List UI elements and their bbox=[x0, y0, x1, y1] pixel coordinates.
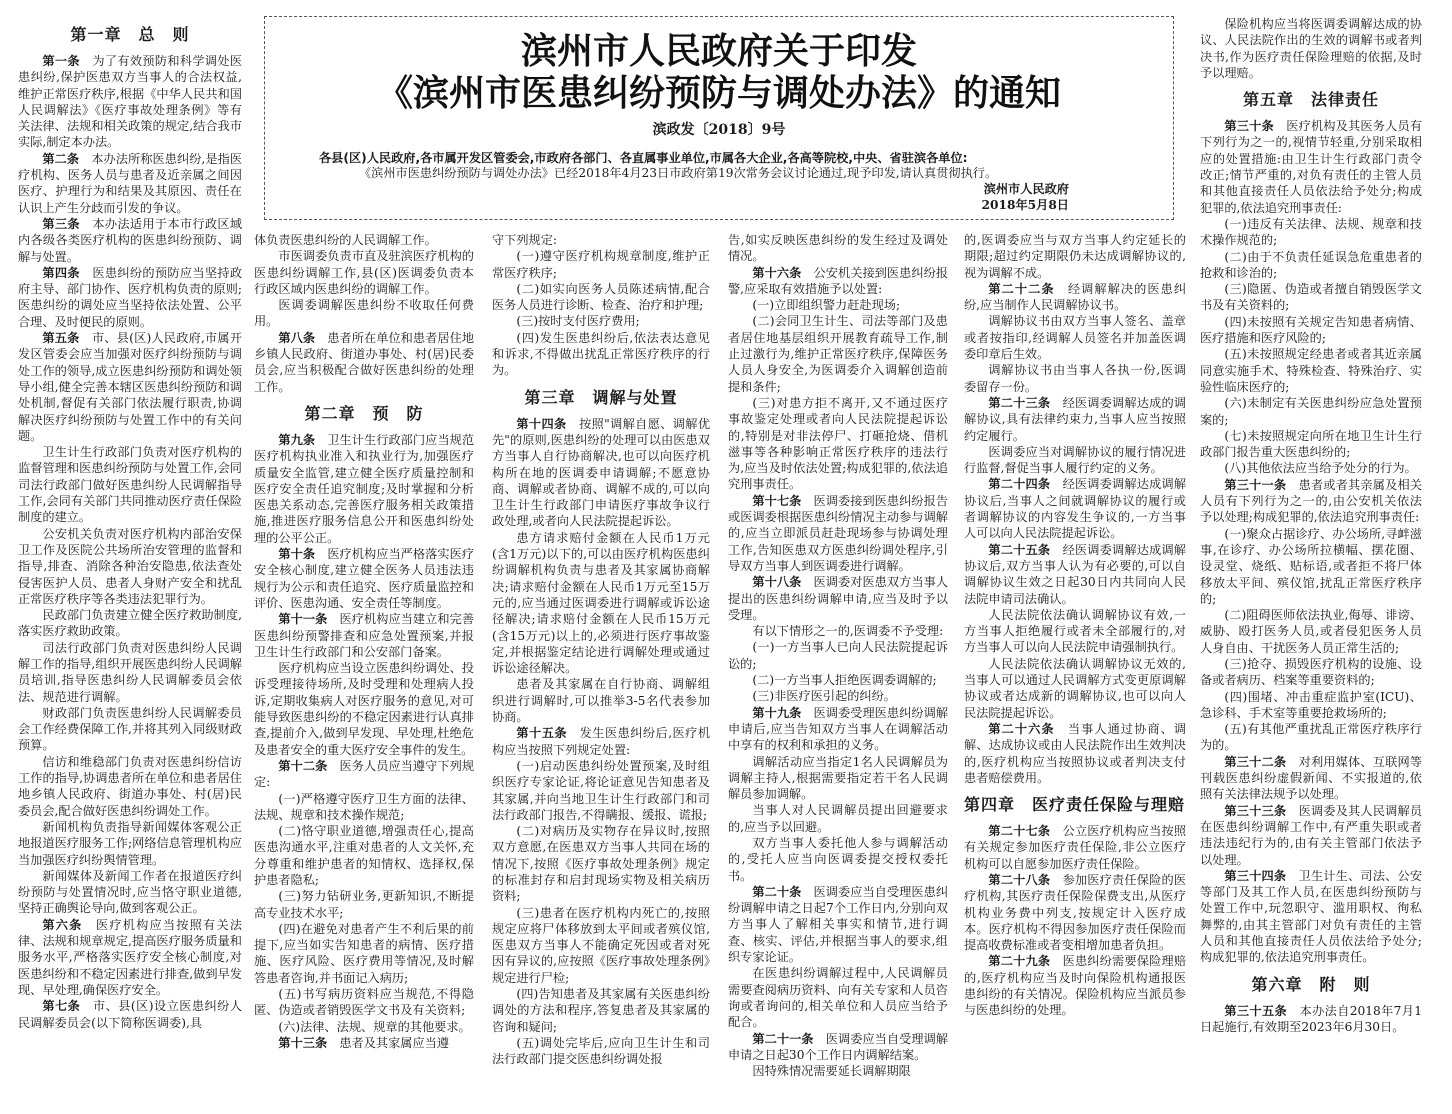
article-text: (四)未按照有关规定告知患者病情、医疗措施和医疗风险的; bbox=[1200, 314, 1422, 346]
article-text: 医调委应当自受理医患纠纷调解申请之日起7个工作日内,分别向双方当事人了解相关事实和情节,进行调查、核实、评估,并根据当事人的要求,组织专家论证。 bbox=[728, 884, 948, 965]
article-text: 经医调委调解达成调解协议后,当事人之间就调解协议的履行或者调解协议的内容发生争议的,一方当事人可以向人民法院提起诉讼。 bbox=[964, 477, 1186, 541]
article-paragraph bbox=[1200, 216, 1422, 249]
article-paragraph bbox=[964, 313, 1186, 362]
article-text: (三)对患方拒不离开,又不通过医疗事故鉴定处理或者向人民法院提起诉讼的,特别是对非法停尸、打砸抢烧、借机滋事等各种影响正常医疗秩序的违法行为,应当及时依法处置;构成犯罪的,依法追究刑事责任。 bbox=[728, 395, 948, 492]
article-text: 保险机构应当将医调委调解达成的协议、人民法院作出的生效的调解书或者判决书,作为医疗责任保险理赔的依据,及时予以理赔。 bbox=[1200, 17, 1422, 80]
article-paragraph bbox=[492, 416, 710, 530]
article-paragraph bbox=[1200, 395, 1422, 428]
article-paragraph bbox=[254, 546, 474, 611]
article-text: 患者及其家属在自行协商、调解组织进行调解时,可以推举3-5名代表参加协商。 bbox=[492, 677, 710, 725]
article-paragraph bbox=[964, 232, 1186, 281]
article-text: 经医调委调解达成的调解协议,具有法律约束力,当事人应当按照约定履行。 bbox=[964, 395, 1186, 443]
article-label: 第二十八条 bbox=[988, 872, 1051, 887]
article-label: 第十五条 bbox=[516, 726, 567, 741]
chapter-3-heading: 第三章 调解与处置 bbox=[524, 387, 678, 407]
article-paragraph bbox=[1200, 16, 1422, 81]
article-text: 本办法自2018年7月1日起施行,有效期至2023年6月30日。 bbox=[1200, 1003, 1422, 1034]
article-paragraph bbox=[492, 758, 710, 823]
article-paragraph bbox=[728, 493, 948, 574]
article-label: 第三十三条 bbox=[1224, 803, 1287, 818]
article-paragraph bbox=[492, 905, 710, 986]
article-paragraph bbox=[18, 998, 242, 1031]
article-text: (一)启动医患纠纷处置预案,及时组织医疗专家论证,将论证意见告知患者及其家属,并向当地卫生计生行政部门和司法行政部门报告,不得瞒报、缓报、谎报; bbox=[492, 758, 710, 822]
article-text: (二)阻碍医师依法执业,侮辱、诽谤、威胁、殴打医务人员,或者侵犯医务人员人身自由、干扰医务人员正常生活的; bbox=[1200, 608, 1422, 655]
article-text: (三)按时支付医疗费用; bbox=[516, 314, 640, 329]
article-text: 新闻媒体及新闻工作者在报道医疗纠纷预防与处置情况时,应当恪守职业道德,坚持正确舆论导向,做到客观公正。 bbox=[18, 868, 242, 916]
article-label: 第二十四条 bbox=[988, 477, 1051, 492]
article-paragraph bbox=[728, 688, 948, 704]
article-text: (三)努力钻研业务,更新知识,不断提高专业技术水平; bbox=[254, 889, 474, 920]
article-paragraph bbox=[1200, 281, 1422, 314]
column-2 bbox=[254, 232, 474, 1108]
article-paragraph bbox=[964, 656, 1186, 721]
chapter-4-heading: 第四章 医疗责任保险与理赔 bbox=[964, 795, 1186, 815]
article-label: 第八条 bbox=[278, 330, 316, 345]
article-text: 经医调委调解达成调解协议后,双方当事人认为有必要的,可以自调解协议生效之日起30日内共同向人民法院申请司法确认。 bbox=[964, 542, 1186, 606]
article-label: 第二十五条 bbox=[988, 542, 1051, 557]
article-paragraph bbox=[18, 607, 242, 640]
article-label: 第六条 bbox=[42, 917, 83, 932]
article-paragraph bbox=[964, 607, 1186, 656]
article-text: 医调委应当自受理调解申请之日起30个工作日内调解结案。 bbox=[728, 1031, 948, 1062]
article-paragraph bbox=[18, 216, 242, 265]
article-text: 当事人对人民调解员提出回避要求的,应当予以回避。 bbox=[728, 803, 948, 834]
article-text: 医疗机构应当严格落实医疗安全核心制度,建立健全医务人员违法违规行为公示和责任追究、医疗质量监控和评价、医患沟通、安全责任等制度。 bbox=[254, 547, 474, 610]
article-text: 公安机关负责对医疗机构内部治安保卫工作及医院公共场所治安管理的监督和指导,排查、消除各种治安隐患,依法查处侵害医护人员、患者人身财产安全和扰乱正常医疗秩序等各类违法犯罪行为。 bbox=[18, 526, 242, 606]
article-paragraph bbox=[964, 823, 1186, 872]
article-text: 按照"调解自愿、调解优先"的原则,医患纠纷的处理可以由医患双方当事人自行协商解决,也可以向医疗机构所在地的医调委申请调解;不愿意协商、调解或者协商、调解不成的,可以向卫生计生行政部门申请医疗事故争议行政处理,或者向人民法院提起诉讼。 bbox=[492, 416, 710, 529]
article-paragraph bbox=[1200, 689, 1422, 722]
article-paragraph bbox=[1200, 477, 1422, 526]
article-label: 第十六条 bbox=[752, 265, 802, 280]
article-text: 告,如实反映医患纠纷的发生经过及调处情况。 bbox=[728, 233, 948, 264]
article-text: 双方当事人委托他人参与调解活动的,受托人应当向医调委提交授权委托书。 bbox=[728, 835, 948, 883]
article-text: (五)调处完毕后,应向卫生计生和司法行政部门提交医患纠纷调处报 bbox=[492, 1035, 710, 1067]
article-text: (四)在避免对患者产生不利后果的前提下,应当如实告知患者的病情、医疗措施、医疗风险、医疗费用等情况,及时解答患者咨询,并书面记入病历; bbox=[254, 921, 474, 985]
article-text: 患方请求赔付金额在人民币1万元(含1万元)以下的,可以由医疗机构医患纠纷调解机构负责与患者及其家属协商解决;请求赔付金额在人民币1万元至15万元的,应当通过医调委进行调解或诉讼途径解决;请求赔付金额在人民币15万元(含15万元)以上的,必须进行医疗事故鉴定,并根据鉴定结论进行调解处理或通过诉讼途径解决。 bbox=[492, 530, 710, 676]
article-text: 当事人通过协商、调解、达成协议或由人民法院作出生效判决的,医疗机构应当按照协议或者判决支付患者赔偿费用。 bbox=[964, 721, 1186, 785]
article-text: 患者及其家属应当遵 bbox=[339, 1035, 450, 1050]
article-text: (七)未按照规定向所在地卫生计生行政部门报告重大医患纠纷的; bbox=[1200, 428, 1422, 460]
article-paragraph bbox=[728, 835, 948, 884]
article-paragraph bbox=[18, 265, 242, 330]
article-paragraph bbox=[728, 639, 948, 672]
article-paragraph bbox=[1200, 1003, 1422, 1036]
article-label: 第三十二条 bbox=[1224, 754, 1287, 769]
article-paragraph bbox=[18, 819, 242, 868]
article-paragraph bbox=[18, 868, 242, 917]
article-paragraph bbox=[728, 574, 948, 623]
article-text: 因特殊情况需要延长调解期限 bbox=[752, 1064, 911, 1079]
recipients-line: 各县(区)人民政府,各市属开发区管委会,市政府各部门、各直属事业单位,市属各大企业,各高等院校,中央、省驻滨各单位: bbox=[319, 151, 968, 165]
chapter-2-heading: 第二章 预 防 bbox=[304, 403, 424, 423]
article-text: 医患纠纷的预防应当坚持政府主导、部门协作、医疗机构负责的原则;医患纠纷的调处应当坚持依法处置、公平合理、及时便民的原则。 bbox=[18, 265, 242, 329]
article-text: 发生医患纠纷后,医疗机构应当按照下列规定处置: bbox=[492, 726, 710, 757]
article-paragraph bbox=[964, 281, 1186, 314]
article-paragraph bbox=[964, 542, 1186, 607]
article-text: (六)法律、法规、规章的其他要求。 bbox=[278, 1019, 471, 1034]
article-text: (二)会同卫生计生、司法等部门及患者居住地基层组织开展教育疏导工作,制止过激行为,维护正常医疗秩序,保障医务人员人身安全,为医调委介入调解创造前提和条件; bbox=[728, 314, 948, 394]
article-paragraph bbox=[18, 705, 242, 754]
article-paragraph bbox=[254, 330, 474, 395]
article-text: 体负责医患纠纷的人民调解工作。 bbox=[254, 233, 437, 247]
article-text: 医调委接到医患纠纷报告或医调委根据医患纠纷情况主动参与调解的,应当立即派员赶赴现场参与协调处理工作,告知医患双方医患纠纷调处程序,引导双方当事人到医调委进行调解。 bbox=[728, 493, 948, 573]
article-text: 市、县(区)人民政府,市属开发区管委会应当加强对医疗纠纷预防与调处工作的领导,成立医患纠纷预防和调处领导小组,健全完善本辖区医患纠纷预防和调处机制,督促有关部门依法履行职责,协调解决医疗纠纷预防与处置工作中的有关问题。 bbox=[18, 331, 242, 443]
article-paragraph bbox=[254, 888, 474, 921]
article-paragraph bbox=[18, 53, 242, 151]
article-label: 第二十一条 bbox=[752, 1031, 814, 1046]
column-5-body-a bbox=[964, 232, 1186, 786]
article-paragraph bbox=[728, 705, 948, 754]
article-paragraph bbox=[1200, 118, 1422, 216]
article-paragraph bbox=[1200, 428, 1422, 461]
article-paragraph bbox=[728, 965, 948, 1030]
article-text: 市医调委负责市直及驻滨医疗机构的医患纠纷调解工作,县(区)医调委负责本行政区域内医患纠纷的调解工作。 bbox=[254, 249, 474, 296]
article-paragraph bbox=[728, 1031, 948, 1064]
article-text: (四)围堵、冲击重症监护室(ICU)、急诊科、手术室等重要抢救场所的; bbox=[1200, 689, 1422, 720]
doc-number: 滨政发〔2018〕9号 bbox=[652, 122, 786, 138]
article-paragraph bbox=[492, 313, 710, 329]
article-paragraph bbox=[492, 823, 710, 904]
chapter-5-heading: 第五章 法律责任 bbox=[1242, 90, 1379, 110]
article-text: 卫生计生、司法、公安等部门及其工作人员,在医患纠纷预防与处置工作中,玩忽职守、滥用职权、徇私舞弊的,由其主管部门对负有责任的主管人员和其他直接责任人员依法给予处分;构成犯罪的,依法追究刑事责任。 bbox=[1200, 868, 1422, 965]
article-paragraph bbox=[492, 1035, 710, 1068]
article-text: 卫生计生行政部门负责对医疗机构的监督管理和医患纠纷预防与处置工作,会同司法行政部门做好医患纠纷人民调解指导工作,会同有关部门共同推动医疗责任保险制度的建立。 bbox=[18, 445, 242, 525]
article-paragraph bbox=[254, 248, 474, 297]
article-text: (一)严格遵守医疗卫生方面的法律、法规、规章和技术操作规范; bbox=[254, 791, 474, 822]
article-text: 经调解解决的医患纠纷,应当制作人民调解协议书。 bbox=[964, 281, 1186, 313]
article-text: (四)告知患者及其家属有关医患纠纷调处的方法和程序,答复患者及其家属的咨询和疑问; bbox=[492, 987, 710, 1034]
article-text: 调解协议书由双方当事人签名、盖章或者按指印,经调解人员签名并加盖医调委印章后生效。 bbox=[964, 314, 1186, 362]
article-text: 调解协议书由当事人各执一份,医调委留存一份。 bbox=[964, 363, 1186, 394]
article-text: (五)书写病历资料应当规范,不得隐匿、伪造或者销毁医学文书及有关资料; bbox=[254, 987, 474, 1018]
article-paragraph bbox=[254, 791, 474, 824]
article-text: (一)立即组织警力赶赴现场; bbox=[752, 298, 901, 313]
article-text: (六)未制定有关医患纠纷应急处置预案的; bbox=[1200, 396, 1422, 427]
column-4 bbox=[728, 232, 948, 1108]
notice-date: 2018年5月8日 bbox=[981, 198, 1069, 212]
article-label: 第十二条 bbox=[278, 758, 328, 773]
notice-body: 《滨州市医患纠纷预防与调处办法》已经2018年4月23日市政府第19次常务会议讨论通过,现予印发,请认真贯彻执行。 bbox=[359, 166, 998, 180]
article-text: (四)发生医患纠纷后,依法表达意见和诉求,不得做出扰乱正常医疗秩序的行为。 bbox=[492, 330, 710, 378]
article-paragraph bbox=[254, 986, 474, 1019]
article-paragraph bbox=[1200, 346, 1422, 395]
signer: 滨州市人民政府 bbox=[983, 182, 1069, 196]
article-paragraph bbox=[254, 297, 474, 330]
article-label: 第二十七条 bbox=[988, 824, 1051, 839]
article-text: 守下列规定: bbox=[492, 233, 558, 247]
article-paragraph bbox=[728, 672, 948, 688]
article-paragraph bbox=[254, 432, 474, 546]
article-text: 医调委及其人民调解员在医患纠纷调解工作中,有严重失职或者违法违纪行为的,由有关主管部门依法予以处理。 bbox=[1200, 803, 1422, 867]
article-text: (八)其他依法应当给予处分的行为。 bbox=[1224, 461, 1417, 476]
article-text: 民政部门负责建立健全医疗救助制度,落实医疗救助政策。 bbox=[18, 608, 242, 639]
article-text: 调解活动应当指定1名人民调解员为调解主持人,根据需要指定若干名人民调解员参加调解。 bbox=[728, 754, 948, 802]
article-paragraph bbox=[492, 248, 710, 281]
article-label: 第一条 bbox=[42, 54, 80, 68]
article-paragraph bbox=[728, 232, 948, 265]
article-text: (二)恪守职业道德,增强责任心,提高医患沟通水平,注重对患者的人文关怀,充分尊重和维护患者的知情权、选择权,保护患者隐私; bbox=[254, 824, 474, 887]
column-3-body-b bbox=[492, 416, 710, 1068]
article-paragraph bbox=[964, 362, 1186, 395]
article-text: (三)非医疗医引起的纠纷。 bbox=[752, 689, 896, 704]
article-text: 公安机关接到医患纠纷报警,应采取有效措施予以处置: bbox=[728, 265, 948, 296]
article-label: 第十七条 bbox=[752, 493, 802, 508]
article-label: 第五条 bbox=[42, 331, 80, 346]
article-paragraph bbox=[728, 313, 948, 394]
article-paragraph bbox=[492, 676, 710, 725]
article-label: 第二十六条 bbox=[988, 721, 1055, 736]
notice-header-box bbox=[264, 16, 1174, 220]
article-paragraph bbox=[728, 623, 948, 639]
article-paragraph bbox=[1200, 607, 1422, 656]
article-paragraph bbox=[254, 232, 474, 248]
article-paragraph bbox=[18, 330, 242, 444]
article-text: 卫生计生行政部门应当规范医疗机构执业准入和执业行为,加强医疗质量安全监管,建立健全医疗质量控制和医疗安全责任追究制度;及时掌握和分析医患关系动态,完善医疗服务相关政策措施,推进医疗服务信息公开和医患纠纷处理的公平公正。 bbox=[254, 432, 474, 545]
article-label: 第四条 bbox=[42, 265, 80, 280]
article-paragraph bbox=[254, 758, 474, 791]
column-4-body bbox=[728, 232, 948, 1079]
article-paragraph bbox=[964, 444, 1186, 477]
article-text: (三)抢夺、损毁医疗机构的设施、设备或者病历、档案等重要资料的; bbox=[1200, 656, 1422, 688]
column-6-body-a bbox=[1200, 16, 1422, 81]
article-text: 新闻机构负责指导新闻媒体客观公正地报道医疗服务工作;网络信息管理机构应当加强医疗纠纷舆情管理。 bbox=[18, 819, 242, 867]
column-3 bbox=[492, 232, 710, 1108]
article-paragraph bbox=[964, 953, 1186, 1018]
article-paragraph bbox=[18, 754, 242, 819]
article-text: 本办法所称医患纠纷,是指医疗机构、医务人员与患者及近亲属之间因医疗、护理行为和结果及其原因、责任在认识上产生分歧而引发的争议。 bbox=[18, 151, 242, 215]
article-label: 第二十二条 bbox=[988, 281, 1055, 296]
article-text: 公立医疗机构应当按照有关规定参加医疗责任保险,非公立医疗机构可以自愿参加医疗责任保险。 bbox=[964, 824, 1186, 871]
article-label: 第三十一条 bbox=[1224, 477, 1287, 492]
article-paragraph bbox=[254, 1019, 474, 1035]
article-text: 医调委对医患双方当事人提出的医患纠纷调解申请,应当及时予以受理。 bbox=[728, 575, 948, 622]
article-label: 第十三条 bbox=[278, 1035, 328, 1050]
article-paragraph bbox=[728, 884, 948, 965]
article-text: 为了有效预防和科学调处医患纠纷,保护医患双方当事人的合法权益,维护正常医疗秩序,根据《中华人民共和国人民调解法》《医疗事故处理条例》等有关法律、法规和相关政策的规定,结合我市实际,制定本办法。 bbox=[18, 54, 242, 150]
article-paragraph bbox=[1200, 656, 1422, 689]
notice-title-line2: 《滨州市医患纠纷预防与调处办法》的通知 bbox=[376, 73, 1061, 114]
article-text: (二)对病历及实物存在异议时,按照双方意愿,在医患双方当事人共同在场的情况下,按照《医疗事故处理条例》规定的标准封存和启封现场实物及相关病历资料; bbox=[492, 824, 710, 904]
article-text: (二)如实向医务人员陈述病情,配合医务人员进行诊断、检查、治疗和护理; bbox=[492, 281, 710, 313]
column-6 bbox=[1200, 16, 1422, 1108]
article-text: 医务人员应当遵守下列规定: bbox=[254, 758, 474, 790]
article-paragraph bbox=[728, 395, 948, 493]
article-label: 第二十条 bbox=[752, 884, 802, 899]
column-5 bbox=[964, 232, 1186, 1108]
article-text: 医患纠纷需要保险理赔的,医疗机构应当及时向保险机构通报医患纠纷的有关情况。保险机构应当派员参与医患纠纷的处理。 bbox=[964, 954, 1186, 1018]
article-text: 医调委调解医患纠纷不收取任何费用。 bbox=[254, 298, 474, 329]
article-paragraph bbox=[254, 823, 474, 888]
article-text: (一)遵守医疗机构规章制度,维护正常医疗秩序; bbox=[492, 249, 710, 280]
article-text: 患者所在单位和患者居住地乡镇人民政府、街道办事处、村(居)民委员会,应当积极配合做好医患纠纷的处理工作。 bbox=[254, 330, 474, 394]
article-paragraph bbox=[964, 395, 1186, 444]
article-label: 第三十五条 bbox=[1224, 1003, 1288, 1018]
article-paragraph bbox=[254, 660, 474, 758]
article-text: 本办法适用于本市行政区域内各级各类医疗机构的医患纠纷预防、调解与处置。 bbox=[18, 216, 242, 264]
article-text: (二)一方当事人拒绝医调委调解的; bbox=[752, 673, 937, 688]
column-1 bbox=[18, 16, 242, 1108]
column-2-body-b bbox=[254, 432, 474, 1051]
article-paragraph bbox=[492, 986, 710, 1035]
article-paragraph bbox=[1200, 721, 1422, 754]
article-paragraph bbox=[254, 1035, 474, 1051]
article-text: 司法行政部门负责对医患纠纷人民调解工作的指导,组织开展医患纠纷人民调解员培训,指导医患纠纷人民调解委员会依法、规范进行调解。 bbox=[18, 640, 242, 704]
column-5-body-b bbox=[964, 823, 1186, 1019]
article-paragraph bbox=[964, 721, 1186, 786]
article-text: (五)未按照规定经患者或者其近亲属同意实施手术、特殊检查、特殊治疗、实验性临床医疗的; bbox=[1200, 347, 1422, 394]
article-text: 医疗机构及其医务人员有下列行为之一的,视情节轻重,分别采取相应的处置措施:由卫生计生行政部门责令改正;情节严重的,对负有责任的主管人员和其他直接责任人员依法给予处分;构成犯罪的,依法追究刑事责任: bbox=[1200, 119, 1422, 215]
article-text: 医调委受理医患纠纷调解申请后,应当告知双方当事人在调解活动中享有的权利和承担的义务。 bbox=[728, 705, 948, 753]
article-text: (一)违反有关法律、法规、规章和技术操作规范的; bbox=[1200, 216, 1422, 248]
article-paragraph bbox=[18, 444, 242, 525]
article-label: 第三十四条 bbox=[1224, 868, 1287, 883]
article-paragraph bbox=[964, 872, 1186, 953]
article-text: (五)有其他严重扰乱正常医疗秩序行为的。 bbox=[1200, 722, 1422, 753]
article-paragraph bbox=[964, 476, 1186, 541]
article-paragraph bbox=[18, 151, 242, 216]
article-text: 医疗机构应当设立医患纠纷调处、投诉受理接待场所,及时受理和处理病人投诉,定期收集病人对医疗服务的意见,对可能导致医患纠纷的不稳定因素进行认真排查,提前介入,做到早发现、早处理,杜绝危及患者安全的重大医疗安全事件的发生。 bbox=[254, 661, 474, 757]
article-paragraph bbox=[1200, 868, 1422, 966]
column-6-body-b bbox=[1200, 118, 1422, 965]
article-text: 医疗机构应当按照有关法律、法规和规章规定,提高医疗服务质量和服务水平,严格落实医疗安全核心制度,对医患纠纷和不稳定因素进行排查,做到早发现、早处理,确保医疗安全。 bbox=[18, 917, 242, 997]
article-text: 参加医疗责任保险的医疗机构,其医疗责任保险保费支出,从医疗机构业务费中列支,按规定计入医疗成本。医疗机构不得因参加医疗责任保险而提高收费标准或者变相增加患者负担。 bbox=[964, 872, 1186, 953]
article-text: (三)隐匿、伪造或者擅自销毁医学文书及有关资料的; bbox=[1200, 282, 1422, 313]
article-paragraph bbox=[728, 265, 948, 298]
article-paragraph bbox=[492, 281, 710, 314]
article-text: 人民法院依法确认调解协议无效的,当事人可以通过人民调解方式变更原调解协议或者达成新的调解协议,也可以向人民法院提起诉讼。 bbox=[964, 656, 1186, 720]
column-2-body-a bbox=[254, 232, 474, 395]
article-paragraph bbox=[492, 530, 710, 677]
chapter-1-heading: 第一章 总 则 bbox=[70, 25, 190, 44]
article-paragraph bbox=[254, 921, 474, 986]
article-paragraph bbox=[728, 754, 948, 803]
article-paragraph bbox=[18, 526, 242, 607]
article-text: 的,医调委应当与双方当事人约定延长的期限;超过约定期限仍未达成调解协议的,视为调解不成。 bbox=[964, 233, 1186, 280]
column-3-body-a bbox=[492, 232, 710, 379]
article-paragraph bbox=[728, 1063, 948, 1079]
column-6-body-c bbox=[1200, 1003, 1422, 1036]
article-paragraph bbox=[1200, 754, 1422, 803]
notice-title-line1: 滨州市人民政府关于印发 bbox=[520, 31, 917, 72]
article-paragraph bbox=[254, 611, 474, 660]
article-text: 有以下情形之一的,医调委不予受理: bbox=[752, 624, 944, 639]
article-label: 第三条 bbox=[42, 216, 80, 231]
article-text: 对利用媒体、互联网等刊载医患纠纷虚假新闻、不实报道的,依照有关法律法规予以处理。 bbox=[1200, 754, 1422, 802]
article-label: 第十八条 bbox=[752, 575, 802, 590]
article-paragraph bbox=[1200, 460, 1422, 476]
article-text: 市、县(区)设立医患纠纷人民调解委员会(以下简称医调委),具 bbox=[18, 999, 242, 1030]
article-paragraph bbox=[728, 802, 948, 835]
article-text: (三)患者在医疗机构内死亡的,按照规定应将尸体移放到太平间或者殡仪馆,医患双方当事人不能确定死因或者对死因有异议的,应按照《医疗事故处理条例》规定进行尸检; bbox=[492, 905, 710, 985]
article-label: 第七条 bbox=[42, 999, 81, 1014]
article-text: 患者或者其亲属及相关人员有下列行为之一的,由公安机关依法予以处理;构成犯罪的,依法追究刑事责任: bbox=[1200, 477, 1422, 525]
article-text: 人民法院依法确认调解协议有效,一方当事人拒绝履行或者未全部履行的,对方当事人可以向人民法院申请强制执行。 bbox=[964, 607, 1186, 655]
article-text: 信访和维稳部门负责对医患纠纷信访工作的指导,协调患者所在单位和患者居住地乡镇人民政府、街道办事处、村(居)民委员会,配合做好医患纠纷调处工作。 bbox=[18, 754, 242, 818]
article-label: 第二十九条 bbox=[988, 954, 1051, 969]
article-text: 财政部门负责医患纠纷人民调解委员会工作经费保障工作,并将其列入同级财政预算。 bbox=[18, 705, 242, 753]
article-text: (二)由于不负责任延误急危重患者的抢救和诊治的; bbox=[1200, 249, 1422, 280]
article-label: 第十条 bbox=[278, 547, 316, 562]
article-paragraph bbox=[492, 232, 710, 248]
article-paragraph bbox=[1200, 526, 1422, 607]
article-label: 第十四条 bbox=[516, 416, 567, 431]
article-paragraph bbox=[492, 330, 710, 379]
article-text: 医调委应当对调解协议的履行情况进行监督,督促当事人履行约定的义务。 bbox=[964, 444, 1186, 476]
article-label: 第二条 bbox=[42, 151, 80, 166]
article-paragraph bbox=[1200, 314, 1422, 347]
column-1-body bbox=[18, 53, 242, 1031]
article-label: 第十一条 bbox=[278, 612, 328, 627]
article-text: (一)聚众占据诊疗、办公场所,寻衅滋事,在诊疗、办公场所拉横幅、摆花圈、设灵堂、烧纸、贴标语,或者拒不将尸体移放太平间、殡仪馆,扰乱正常医疗秩序的; bbox=[1200, 526, 1422, 606]
article-label: 第十九条 bbox=[752, 705, 802, 720]
article-text: (一)一方当事人已向人民法院提起诉讼的; bbox=[728, 640, 948, 671]
article-text: 在医患纠纷调解过程中,人民调解员需要查阅病历资料、向有关专家和人员咨询或者询问的,相关单位和人员应当给予配合。 bbox=[728, 966, 948, 1030]
article-paragraph bbox=[18, 640, 242, 705]
article-paragraph bbox=[1200, 249, 1422, 282]
article-label: 第二十三条 bbox=[988, 395, 1051, 410]
article-label: 第三十条 bbox=[1224, 119, 1274, 134]
chapter-6-heading: 第六章 附 则 bbox=[1251, 974, 1371, 994]
article-label: 第九条 bbox=[278, 432, 316, 447]
article-paragraph bbox=[728, 297, 948, 313]
article-paragraph bbox=[492, 725, 710, 758]
article-paragraph bbox=[1200, 803, 1422, 868]
article-paragraph bbox=[18, 917, 242, 998]
article-text: 医疗机构应当建立和完善医患纠纷预警排查和应急处置预案,并报卫生计生行政部门和公安部门备案。 bbox=[254, 612, 474, 659]
